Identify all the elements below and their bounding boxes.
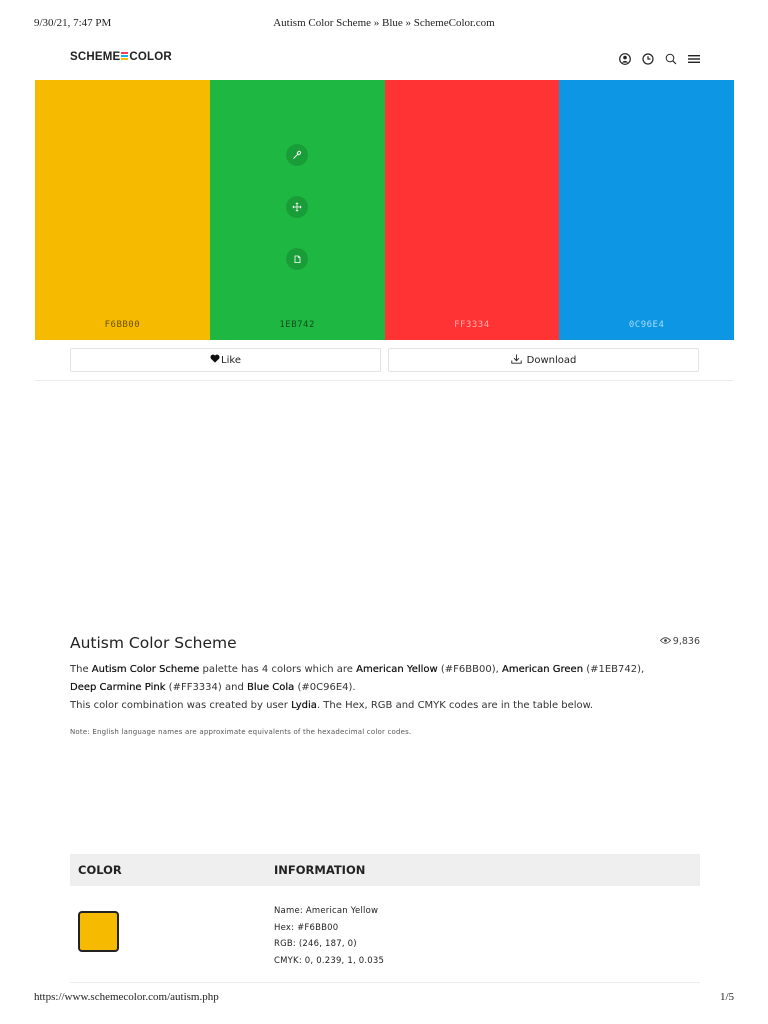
- color-info: [274, 903, 384, 969]
- desc-text: The: [70, 664, 92, 675]
- history-icon[interactable]: [641, 52, 654, 65]
- color-hex: Hex: #F6BB00: [274, 922, 339, 933]
- color-name-link-2[interactable]: American Green: [501, 664, 584, 675]
- desc-hex-4: (#0C96E4).: [294, 682, 356, 693]
- copy-icon[interactable]: [286, 248, 308, 270]
- column-header-color: COLOR: [78, 863, 122, 877]
- print-page-title: Autism Color Scheme » Blue » SchemeColor.com: [273, 17, 495, 29]
- eye-icon: [660, 636, 671, 647]
- note-text: Note: English language names are approximate equivalents of the hexadecimal color codes.: [70, 728, 412, 736]
- desc-hex-3: (#FF3334) and: [165, 682, 247, 693]
- like-label: Like: [221, 354, 241, 366]
- logo-text-right: COLOR: [129, 51, 172, 63]
- table-row: [70, 896, 700, 983]
- print-page-number: 1/5: [719, 991, 734, 1003]
- color-swatch-4[interactable]: [559, 80, 734, 340]
- color-swatch-2[interactable]: [210, 80, 385, 340]
- color-cmyk: CMYK: 0, 0.239, 1, 0.035: [274, 955, 385, 966]
- color-swatch-3[interactable]: [385, 80, 560, 340]
- eyedropper-icon[interactable]: [286, 144, 308, 166]
- top-nav-icons: [618, 52, 700, 65]
- desc-text: This color combination was created by user: [70, 700, 292, 711]
- desc-text: palette has 4 colors which are: [199, 664, 357, 675]
- color-name-link-3[interactable]: Deep Carmine Pink: [70, 682, 166, 693]
- column-header-information: INFORMATION: [274, 863, 366, 877]
- view-count: [660, 636, 700, 647]
- table-header: [70, 854, 700, 886]
- logo-text-left: SCHEME: [70, 51, 121, 63]
- swatch-hex-1: F6BB00: [104, 320, 141, 330]
- color-swatch-1[interactable]: [35, 80, 210, 340]
- color-rgb: RGB: (246, 187, 0): [274, 939, 357, 949]
- color-chip: [78, 911, 119, 952]
- swatch-hex-4: 0C96E4: [628, 320, 665, 330]
- download-button[interactable]: [388, 348, 699, 372]
- scheme-title: Autism Color Scheme: [70, 634, 237, 652]
- site-logo[interactable]: [70, 51, 172, 63]
- user-link[interactable]: Lydia: [291, 700, 317, 711]
- desc-hex-1: (#F6BB00),: [437, 664, 502, 675]
- color-name-link-4[interactable]: Blue Cola: [246, 682, 295, 693]
- section-divider: [35, 380, 734, 381]
- user-icon[interactable]: [618, 52, 631, 65]
- like-button[interactable]: [70, 348, 381, 372]
- color-name-link-1[interactable]: American Yellow: [356, 664, 438, 675]
- search-icon[interactable]: [664, 52, 677, 65]
- download-icon: [511, 354, 522, 367]
- move-icon[interactable]: [286, 196, 308, 218]
- print-url: https://www.schemecolor.com/autism.php: [34, 991, 219, 1003]
- heart-icon: [210, 354, 220, 366]
- swatch-hex-3: FF3334: [454, 320, 490, 330]
- desc-hex-2: (#1EB742),: [583, 664, 645, 675]
- scheme-description: [70, 661, 710, 715]
- logo-equals-mark: [121, 52, 128, 60]
- view-count-value: 9,836: [672, 636, 700, 647]
- print-date: 9/30/21, 7:47 PM: [34, 17, 112, 29]
- desc-text: . The Hex, RGB and CMYK codes are in the table below.: [316, 700, 594, 711]
- swatch-hex-2: 1EB742: [279, 320, 315, 330]
- color-palette: [35, 80, 734, 340]
- menu-icon[interactable]: [687, 52, 700, 65]
- color-name: Name: American Yellow: [274, 906, 379, 916]
- download-label: Download: [526, 354, 577, 366]
- scheme-name-link[interactable]: Autism Color Scheme: [91, 664, 200, 675]
